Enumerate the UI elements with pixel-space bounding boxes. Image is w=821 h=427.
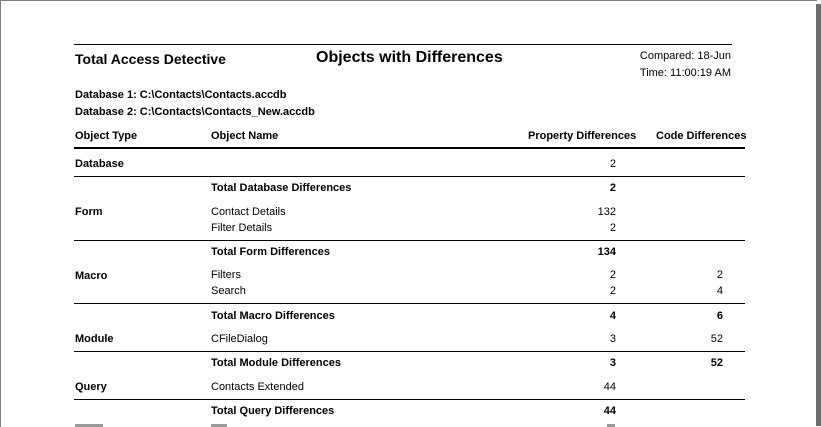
module-item-name: CFileDialog — [211, 333, 268, 345]
total-module-code: 52 — [710, 357, 723, 369]
total-query-label: Total Query Differences — [211, 405, 335, 417]
macro-item-property: 2 — [609, 269, 616, 281]
macro-item-code: 2 — [716, 269, 723, 281]
compared-date: Compared: 18-Jun — [639, 50, 731, 62]
total-module-label: Total Module Differences — [211, 357, 341, 369]
total-query-property: 44 — [603, 405, 616, 417]
group-type-form: Form — [75, 206, 103, 218]
form-item-property: 132 — [597, 206, 616, 218]
form-item-property: 2 — [609, 222, 616, 234]
col-object-type: Object Type — [75, 130, 138, 142]
total-module-property: 3 — [609, 357, 616, 369]
group-divider — [74, 303, 745, 304]
total-form-label: Total Form Differences — [211, 246, 330, 258]
group-divider — [74, 399, 745, 400]
col-property-differences: Property Differences — [528, 130, 637, 142]
query-item-property: 44 — [603, 381, 616, 393]
form-item-name: Contact Details — [211, 206, 286, 218]
macro-item-name: Search — [211, 285, 246, 297]
column-header-rule — [74, 147, 745, 149]
database2-path: Database 2: C:\Contacts\Contacts_New.accdb — [75, 106, 315, 118]
group-type-macro: Macro — [75, 270, 108, 282]
total-form-property: 134 — [597, 246, 616, 258]
module-item-property: 3 — [609, 333, 616, 345]
page-shadow — [816, 4, 821, 426]
database-property-value: 2 — [609, 158, 616, 170]
total-database-label: Total Database Differences — [211, 182, 352, 194]
compared-time: Time: 11:00:19 AM — [639, 67, 731, 79]
group-divider — [74, 176, 745, 177]
total-macro-label: Total Macro Differences — [211, 310, 335, 322]
company-name: Total Access Detective — [75, 51, 226, 67]
col-code-differences: Code Differences — [656, 130, 747, 142]
macro-item-code: 4 — [716, 285, 723, 297]
group-divider — [74, 351, 745, 352]
module-item-code: 52 — [710, 333, 723, 345]
header-top-rule — [74, 44, 732, 45]
total-macro-property: 4 — [609, 310, 616, 322]
macro-item-property: 2 — [609, 285, 616, 297]
macro-item-name: Filters — [211, 269, 241, 281]
group-type-module: Module — [75, 333, 114, 345]
col-object-name: Object Name — [211, 130, 279, 142]
total-macro-code: 6 — [716, 310, 723, 322]
report-title: Objects with Differences — [316, 49, 503, 66]
group-type-query: Query — [75, 381, 107, 393]
group-type-database: Database — [75, 158, 124, 170]
database1-path: Database 1: C:\Contacts\Contacts.accdb — [75, 89, 287, 101]
total-database-property: 2 — [609, 182, 616, 194]
form-item-name: Filter Details — [211, 222, 273, 234]
query-item-name: Contacts Extended — [211, 381, 304, 393]
group-divider — [74, 240, 745, 241]
